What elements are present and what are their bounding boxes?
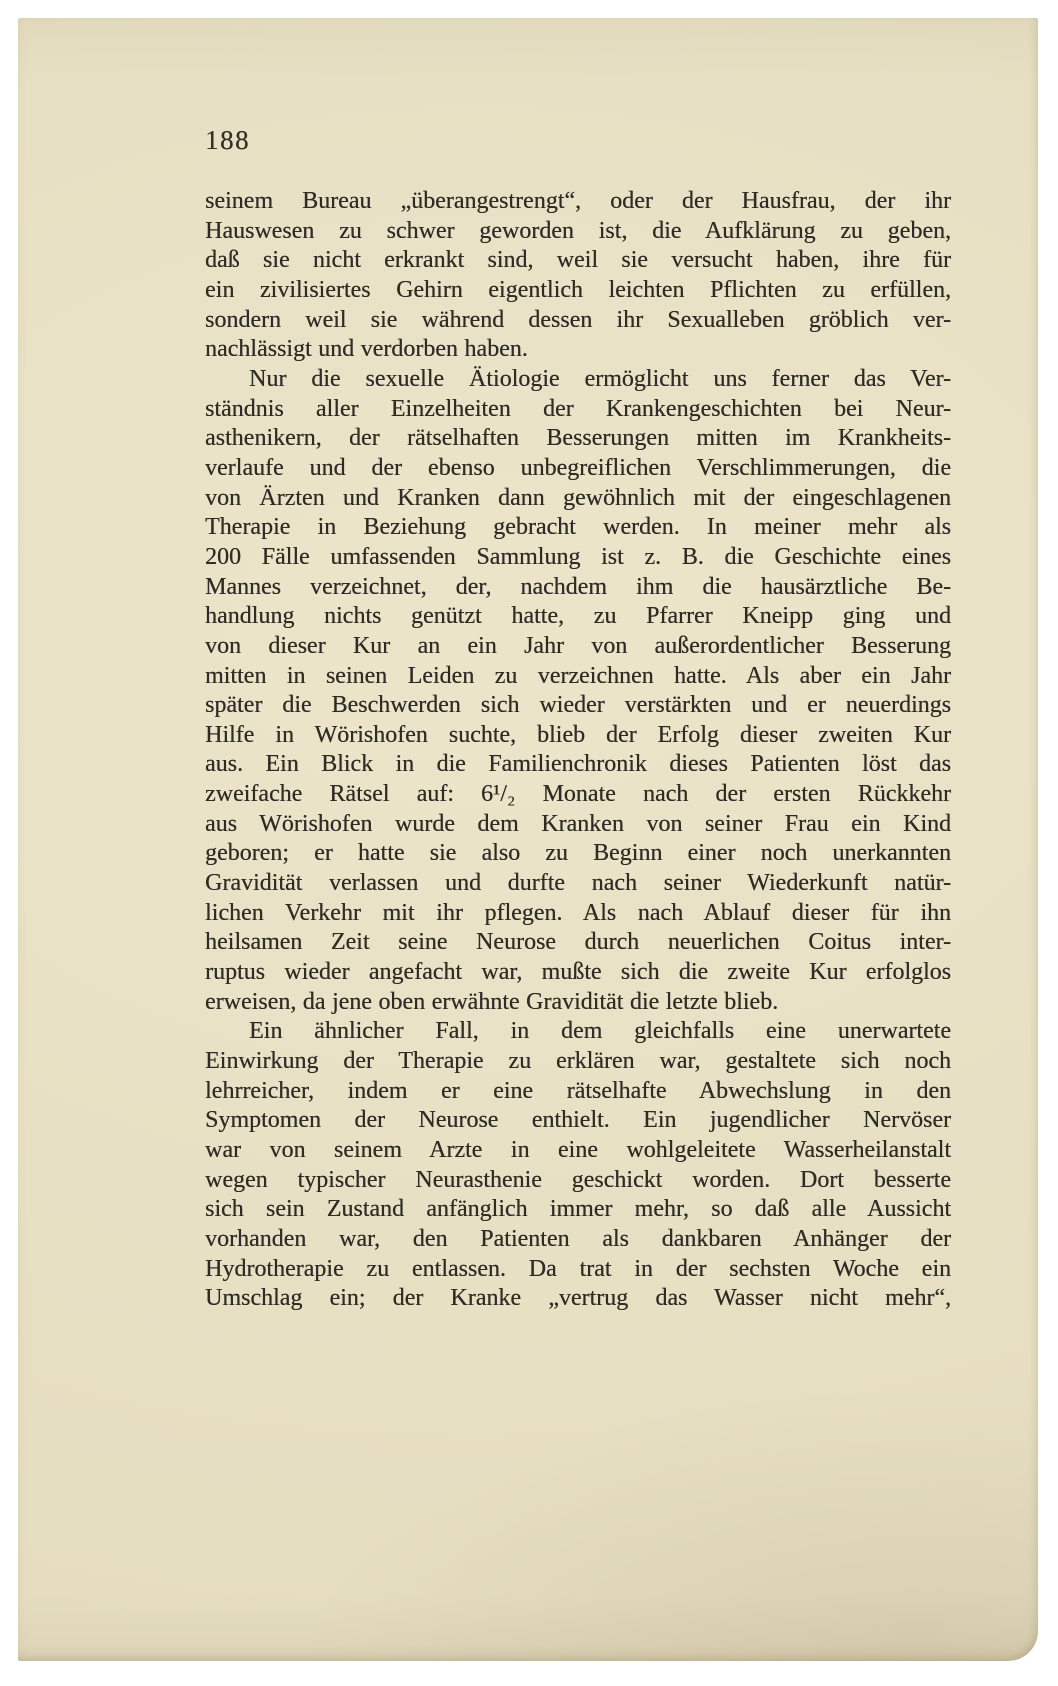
text-line: daß sie nicht erkrankt sind, weil sie versucht haben, ihre für xyxy=(205,247,951,274)
text-line: Hydrotherapie zu entlassen. Da trat in der sechsten Woche ein xyxy=(205,1255,951,1282)
text-line: Therapie in Beziehung gebracht werden. In meiner mehr als xyxy=(205,514,951,541)
text-line: wegen typischer Neurasthenie geschickt worden. Dort besserte xyxy=(205,1166,951,1193)
text-line: Ein ähnlicher Fall, in dem gleichfalls eine unerwartete xyxy=(249,1018,951,1045)
text-line: vorhanden war, den Patienten als dankbaren Anhänger der xyxy=(205,1225,951,1252)
paragraph xyxy=(205,1017,951,1314)
text-line: heilsamen Zeit seine Neurose durch neuerlichen Coitus inter- xyxy=(205,929,951,956)
text-line: später die Beschwerden sich wieder verstärkten und er neuerdings xyxy=(205,692,951,719)
text-line: aus. Ein Blick in die Familienchronik dieses Patienten löst das xyxy=(205,751,951,778)
text-line: zweifache Rätsel auf: 6¹/₂ Monate nach der ersten Rückkehr xyxy=(205,781,951,808)
paragraph xyxy=(205,187,951,365)
text-line: ein zivilisiertes Gehirn eigentlich leichten Pflichten zu erfüllen, xyxy=(205,276,951,303)
text-line: erweisen, da jene oben erwähnte Gravidität die letzte blieb. xyxy=(205,988,779,1015)
text-line: geboren; er hatte sie also zu Beginn einer noch unerkannten xyxy=(205,840,951,867)
text-line: mitten in seinen Leiden zu verzeichnen hatte. Als aber ein Jahr xyxy=(205,662,951,689)
paragraph xyxy=(205,365,951,1017)
body-text xyxy=(205,187,951,1314)
text-line: Mannes verzeichnet, der, nachdem ihm die hausärztliche Be- xyxy=(205,573,951,600)
text-line: ständnis aller Einzelheiten der Krankengeschichten bei Neur- xyxy=(205,395,951,422)
text-line: Symptomen der Neurose enthielt. Ein jugendlicher Nervöser xyxy=(205,1107,951,1134)
page-number: 188 xyxy=(205,125,250,155)
text-line: asthenikern, der rätselhaften Besserungen mitten im Krankheits- xyxy=(205,425,951,452)
text-line: sondern weil sie während dessen ihr Sexualleben gröblich ver- xyxy=(205,306,951,333)
text-line: Nur die sexuelle Ätiologie ermöglicht uns ferner das Ver- xyxy=(249,365,951,392)
text-line: lehrreicher, indem er eine rätselhafte Abwechslung in den xyxy=(205,1077,951,1104)
text-line: handlung nichts genützt hatte, zu Pfarrer Kneipp ging und xyxy=(205,603,951,630)
text-line: Hauswesen zu schwer geworden ist, die Aufklärung zu geben, xyxy=(205,217,951,244)
text-line: seinem Bureau „überangestrengt“, oder der Hausfrau, der ihr xyxy=(205,188,951,214)
text-line: nachlässigt und verdorben haben. xyxy=(205,336,528,363)
text-line: Einwirkung der Therapie zu erklären war, gestaltete sich noch xyxy=(205,1048,951,1075)
text-line: Gravidität verlassen und durfte nach seiner Wiederkunft natür- xyxy=(205,870,951,897)
text-line: 200 Fälle umfassenden Sammlung ist z. B. die Geschichte eines xyxy=(205,543,951,570)
text-line: war von seinem Arzte in eine wohlgeleitete Wasserheilanstalt xyxy=(205,1137,951,1163)
text-line: Umschlag ein; der Kranke „vertrug das Wasser nicht mehr“, xyxy=(205,1285,951,1312)
text-line: lichen Verkehr mit ihr pflegen. Als nach Ablauf dieser für ihn xyxy=(205,899,951,926)
text-line: aus Wörishofen wurde dem Kranken von seiner Frau ein Kind xyxy=(205,810,951,837)
text-line: sich sein Zustand anfänglich immer mehr, so daß alle Aussicht xyxy=(205,1196,951,1223)
scanned-book-page xyxy=(18,18,1038,1661)
text-line: ruptus wieder angefacht war, mußte sich die zweite Kur erfolglos xyxy=(205,959,951,986)
text-line: verlaufe und der ebenso unbegreiflichen Verschlimmerungen, die xyxy=(205,454,951,481)
text-line: von Ärzten und Kranken dann gewöhnlich mit der eingeschlagenen xyxy=(205,484,951,511)
text-line: von dieser Kur an ein Jahr von außerordentlicher Besserung xyxy=(205,632,951,659)
text-line: Hilfe in Wörishofen suchte, blieb der Erfolg dieser zweiten Kur xyxy=(205,721,951,748)
